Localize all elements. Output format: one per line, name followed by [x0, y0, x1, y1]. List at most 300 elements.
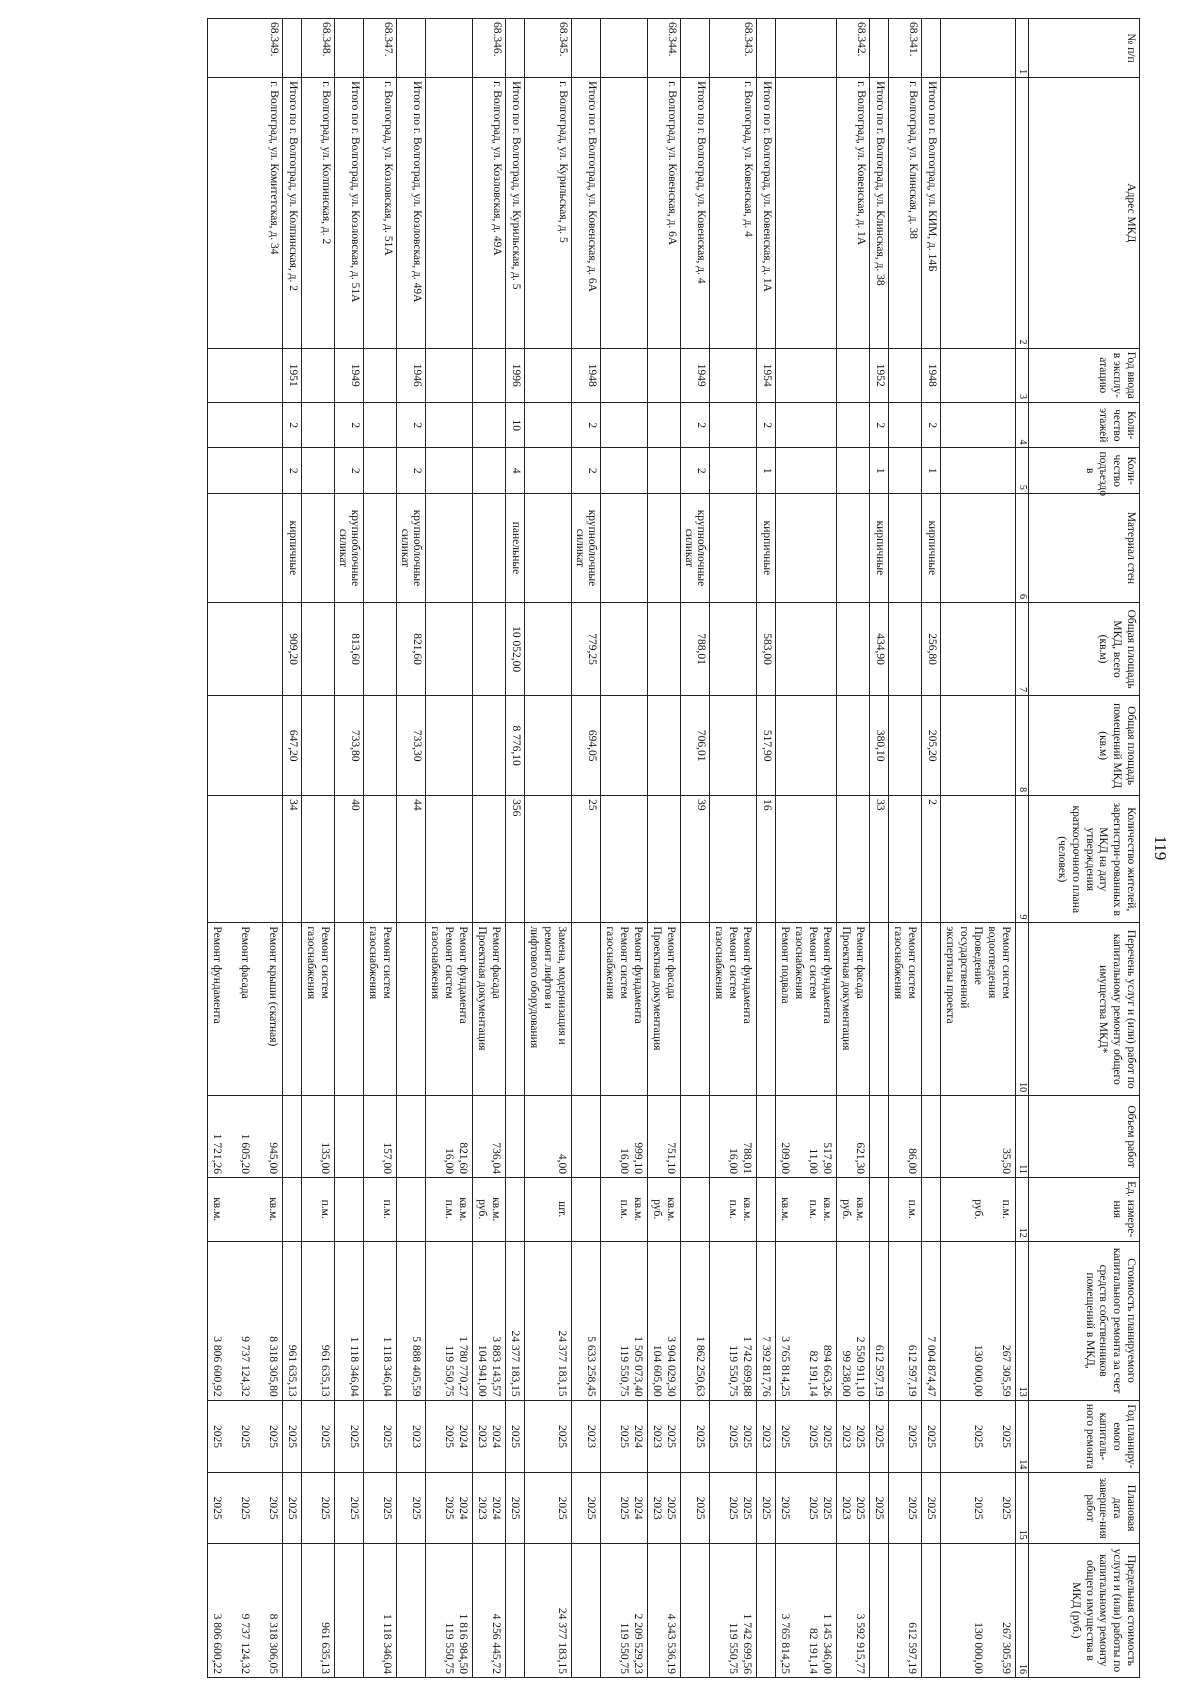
- work-item-line: газоснабжения: [305, 926, 317, 1000]
- work-volume: [776, 1096, 837, 1178]
- work-volume-line: 16,00: [443, 1148, 455, 1174]
- completion-date: [525, 1473, 572, 1543]
- premises-area: 733,80: [335, 696, 364, 796]
- completion-date-line: 2025: [286, 1496, 298, 1520]
- repair-cost-line: 894 663,26: [821, 1344, 833, 1397]
- repair-cost-line: 5 888 405,59: [410, 1336, 422, 1397]
- wall-material: [889, 493, 922, 602]
- work-volume: [572, 1096, 601, 1178]
- residents-count: 40: [335, 796, 364, 923]
- total-area: [710, 603, 757, 696]
- planned-year-line: 2025: [348, 1425, 360, 1448]
- planned-year-line: 2025: [741, 1425, 753, 1448]
- unit-line: [224, 1181, 238, 1238]
- row-number: [426, 19, 473, 78]
- unit: [302, 1177, 335, 1241]
- limit-cost-line: 3 592 915,77: [854, 1613, 866, 1674]
- address: Итого по г. Волгоград, ул. КИМ, д. 14Б: [922, 78, 941, 348]
- work-volume: [601, 1096, 648, 1178]
- work-item: [335, 923, 364, 1096]
- planned-year-line: 2025: [925, 1425, 937, 1448]
- limit-cost: [922, 1543, 941, 1677]
- limit-cost-line: 9 737 124,32: [239, 1613, 251, 1674]
- limit-cost-line: 24 377 183,15: [556, 1607, 568, 1674]
- work-item: [426, 923, 473, 1096]
- entrance-count: [776, 448, 837, 493]
- repair-cost-line: 612 597,19: [873, 1344, 885, 1397]
- work-item-line: Ремонт фасада: [854, 926, 866, 999]
- total-area: [776, 603, 837, 696]
- column-header-12: Ед. измере-ния: [1029, 1177, 1140, 1241]
- completion-date: [572, 1473, 601, 1543]
- work-volume: [922, 1096, 941, 1178]
- completion-date-line: [252, 1476, 266, 1539]
- unit-line: кв.м.: [741, 1197, 753, 1222]
- address: Итого по г. Волгоград, ул. Курильская, д. 5: [506, 78, 525, 348]
- planned-year-line: [891, 1404, 905, 1470]
- work-item: [889, 923, 922, 1096]
- planned-year-line: 2025: [727, 1425, 739, 1448]
- planned-year: [870, 1400, 889, 1473]
- completion-date-line: [224, 1476, 238, 1539]
- limit-cost: [506, 1543, 525, 1677]
- planned-year-line: 2025: [1000, 1425, 1012, 1448]
- address: Итого по г. Волгоград, ул. Клинская, д. 38: [870, 78, 889, 348]
- work-volume-line: 16,00: [618, 1148, 630, 1174]
- table-row: [837, 19, 870, 1678]
- limit-cost-line: [759, 1547, 773, 1674]
- column-number: 13: [1016, 1241, 1029, 1400]
- work-item-line: Замена, модернизация и: [556, 926, 568, 1045]
- work-item: [473, 923, 506, 1096]
- repair-cost-line: 961 635,13: [286, 1344, 298, 1397]
- commission-year: [601, 348, 648, 403]
- completion-date-line: [527, 1476, 541, 1539]
- repair-cost-line: 1 742 699,88: [741, 1336, 753, 1397]
- planned-year-line: 2025: [239, 1425, 251, 1448]
- work-item-line: государственной: [958, 926, 970, 1009]
- entrance-count: 2: [681, 448, 710, 493]
- work-volume: [941, 1096, 1016, 1178]
- entrance-count: [473, 448, 506, 493]
- row-number: [283, 19, 302, 78]
- limit-cost: [572, 1543, 601, 1677]
- commission-year: [473, 348, 506, 403]
- limit-cost-line: [224, 1547, 238, 1674]
- total-area: [426, 603, 473, 696]
- total-area: 821,60: [397, 603, 426, 696]
- completion-date-line: [792, 1476, 806, 1539]
- residents-count: [648, 796, 681, 923]
- limit-cost-line: [527, 1547, 541, 1674]
- limit-cost-line: [650, 1547, 664, 1674]
- work-item-line: Ремонт систем: [807, 926, 819, 999]
- limit-cost: [837, 1543, 870, 1677]
- column-number: 14: [1016, 1400, 1029, 1473]
- work-item-line: Ремонт систем: [618, 926, 630, 999]
- table-row: [506, 19, 525, 1678]
- planned-year: [776, 1400, 837, 1473]
- work-item: [757, 923, 776, 1096]
- unit-line: п.м.: [319, 1199, 331, 1219]
- work-item: [837, 923, 870, 1096]
- repair-cost: [364, 1241, 397, 1400]
- completion-date-line: 2025: [906, 1496, 918, 1520]
- floor-count: 10: [506, 403, 525, 448]
- total-area: [473, 603, 506, 696]
- work-item-line: Ремонт систем: [381, 926, 393, 999]
- planned-year: [426, 1400, 473, 1473]
- completion-date: [837, 1473, 870, 1543]
- address: Итого по г. Волгоград, ул. Ковенская, д. 6А: [572, 78, 601, 348]
- planned-year-line: [527, 1404, 541, 1470]
- completion-date: [302, 1473, 335, 1543]
- header-row: [1029, 19, 1140, 1678]
- work-item: [302, 923, 335, 1096]
- commission-year: [710, 348, 757, 403]
- unit-line: п.м.: [381, 1199, 393, 1219]
- total-area: [525, 603, 572, 696]
- entrance-count: 2: [283, 448, 302, 493]
- unit-line: кв.м.: [267, 1197, 279, 1222]
- address: г. Волгоград, ул. Комитетская, д. 34: [208, 78, 283, 348]
- unit: [364, 1177, 397, 1241]
- wall-material: [710, 493, 757, 602]
- premises-area: 733,30: [397, 696, 426, 796]
- table-row: [941, 19, 1016, 1678]
- row-number: 68.348.: [302, 19, 335, 78]
- completion-date-line: 2025: [348, 1496, 360, 1520]
- table-row: [283, 19, 302, 1678]
- floor-count: [837, 403, 870, 448]
- unit-line: руб.: [840, 1199, 852, 1220]
- floor-count: [776, 403, 837, 448]
- total-area: [889, 603, 922, 696]
- limit-cost-line: 612 597,19: [906, 1622, 918, 1674]
- column-number: 1: [1016, 19, 1029, 78]
- commission-year: [941, 348, 1016, 403]
- residents-count: [941, 796, 1016, 923]
- column-header-16: Предельная стоимость услуги и (или) работы по капитальному ремонту общего имущества в МКД (руб.): [1029, 1543, 1140, 1677]
- table-row: [710, 19, 757, 1678]
- work-volume-line: 209,00: [779, 1142, 791, 1174]
- work-item-line: Ремонт систем: [319, 926, 331, 999]
- commission-year: 1948: [922, 348, 941, 403]
- work-item-line: лифтового оборудования: [528, 926, 540, 1049]
- commission-year: [525, 348, 572, 403]
- repair-cost: [208, 1241, 283, 1400]
- row-number: [922, 19, 941, 78]
- unit: [601, 1177, 648, 1241]
- table-row: [426, 19, 473, 1678]
- total-area: [208, 603, 283, 696]
- premises-area: 706,01: [681, 696, 710, 796]
- unit-line: [252, 1181, 266, 1238]
- limit-cost-line: 130 000,00: [972, 1622, 984, 1674]
- unit-line: [603, 1181, 617, 1238]
- address: г. Волгоград, ул. Клинская, д. 38: [889, 78, 922, 348]
- planned-year-line: 2025: [319, 1425, 331, 1448]
- planned-year-line: 2025: [211, 1425, 223, 1448]
- planned-year-line: 2023: [651, 1425, 663, 1448]
- work-item: [397, 923, 426, 1096]
- work-volume-line: 157,00: [381, 1142, 393, 1174]
- planned-year: [710, 1400, 757, 1473]
- completion-date: [364, 1473, 397, 1543]
- work-item-line: Ремонт фасада: [490, 926, 502, 999]
- completion-date: [601, 1473, 648, 1543]
- limit-cost-line: 2 209 529,23: [632, 1613, 644, 1674]
- work-volume: [426, 1096, 473, 1178]
- wall-material: [837, 493, 870, 602]
- work-volume-line: 751,10: [665, 1142, 677, 1174]
- work-volume-line: 821,60: [457, 1142, 469, 1174]
- table-row: [601, 19, 648, 1678]
- unit-line: [428, 1181, 442, 1238]
- residents-count: [208, 796, 283, 923]
- limit-cost-line: [285, 1547, 299, 1674]
- repair-cost-line: 612 597,19: [906, 1344, 918, 1397]
- residents-count: 34: [283, 796, 302, 923]
- planned-year-line: 2023: [840, 1425, 852, 1448]
- limit-cost-line: 3 765 814,25: [779, 1613, 791, 1674]
- repair-cost-line: 961 635,13: [319, 1344, 331, 1397]
- column-number: 4: [1016, 403, 1029, 448]
- work-item: [681, 923, 710, 1096]
- work-item-line: [224, 926, 238, 1092]
- limit-cost: [648, 1543, 681, 1677]
- work-item-line: газоснабжения: [604, 926, 616, 1000]
- column-number: 3: [1016, 348, 1029, 403]
- unit: [889, 1177, 922, 1241]
- row-number: 68.345.: [525, 19, 572, 78]
- work-item: [283, 923, 302, 1096]
- work-volume: [648, 1096, 681, 1178]
- limit-cost-line: [409, 1547, 423, 1674]
- entrance-count: 2: [397, 448, 426, 493]
- repair-cost-line: 104 605,00: [651, 1344, 663, 1397]
- unit-line: [304, 1181, 318, 1238]
- planned-year-line: [541, 1404, 555, 1470]
- column-number: 11: [1016, 1096, 1029, 1178]
- limit-cost: [364, 1543, 397, 1677]
- repair-cost-line: [252, 1245, 266, 1397]
- work-item: [922, 923, 941, 1096]
- completion-date-line: 2025: [665, 1496, 677, 1520]
- work-volume-line: [891, 1099, 905, 1174]
- work-item-line: газоснабжения: [367, 926, 379, 1000]
- limit-cost-line: [712, 1547, 726, 1674]
- row-number: 68.346.: [473, 19, 506, 78]
- completion-date-line: 2025: [267, 1496, 279, 1520]
- work-volume-line: [839, 1099, 853, 1174]
- table-row: [364, 19, 397, 1678]
- repair-cost: [776, 1241, 837, 1400]
- unit-line: п.м.: [443, 1199, 455, 1219]
- address: [426, 78, 473, 348]
- residents-count: [364, 796, 397, 923]
- repair-cost-line: 3 765 814,25: [779, 1336, 791, 1397]
- work-volume-line: [527, 1099, 541, 1174]
- completion-date-line: 2025: [319, 1496, 331, 1520]
- residents-count: 25: [572, 796, 601, 923]
- unit: [283, 1177, 302, 1241]
- entrance-count: 1: [922, 448, 941, 493]
- repair-cost: [870, 1241, 889, 1400]
- limit-cost: [335, 1543, 364, 1677]
- planned-year-line: 2025: [779, 1425, 791, 1448]
- table-row: [302, 19, 335, 1678]
- entrance-count: [889, 448, 922, 493]
- floor-count: 2: [922, 403, 941, 448]
- completion-date-line: 2025: [779, 1496, 791, 1520]
- work-item: [506, 923, 525, 1096]
- unit-line: [792, 1181, 806, 1238]
- total-area: 434,90: [870, 603, 889, 696]
- repair-cost-line: [527, 1245, 541, 1397]
- limit-cost: [681, 1543, 710, 1677]
- completion-date-line: 2025: [556, 1496, 568, 1520]
- planned-year: [889, 1400, 922, 1473]
- repair-cost-line: 130 000,00: [972, 1344, 984, 1397]
- column-header-4: Коли-чество этажей: [1029, 403, 1140, 448]
- work-volume: [870, 1096, 889, 1178]
- work-volume-line: 945,00: [267, 1142, 279, 1174]
- planned-year: [335, 1400, 364, 1473]
- planned-year-line: 2025: [821, 1425, 833, 1448]
- entrance-count: [941, 448, 1016, 493]
- column-header-8: Общая площадь помещений МКД (кв.м): [1029, 696, 1140, 796]
- completion-date-line: [891, 1476, 905, 1539]
- commission-year: 1954: [757, 348, 776, 403]
- work-item: [870, 923, 889, 1096]
- planned-year-line: 2024: [632, 1425, 644, 1448]
- premises-area: [941, 696, 1016, 796]
- repair-plan-table: [207, 18, 1140, 1678]
- floor-count: [208, 403, 283, 448]
- planned-year-line: 2025: [807, 1425, 819, 1448]
- completion-date-line: 2025: [211, 1496, 223, 1520]
- residents-count: 33: [870, 796, 889, 923]
- address: г. Волгоград, ул. Козловская, д. 51А: [364, 78, 397, 348]
- floor-count: [941, 403, 1016, 448]
- work-volume-line: [304, 1099, 318, 1174]
- work-item-line: Ремонт фундамента: [457, 926, 469, 1024]
- planned-year-line: 2025: [972, 1425, 984, 1448]
- unit: [335, 1177, 364, 1241]
- unit-line: [712, 1181, 726, 1238]
- work-volume-line: [712, 1099, 726, 1174]
- limit-cost: [208, 1543, 283, 1677]
- repair-cost-line: 1 862 250,63: [694, 1336, 706, 1397]
- table-row: [572, 19, 601, 1678]
- planned-year-line: 2023: [585, 1425, 597, 1448]
- table-row: [525, 19, 572, 1678]
- completion-date-line: 2024: [632, 1496, 644, 1520]
- entrance-count: 1: [757, 448, 776, 493]
- limit-cost-line: 1 816 984,50: [457, 1613, 469, 1674]
- commission-year: [776, 348, 837, 403]
- address: Итого по г. Волгоград, ул. Ковенская, д. 4: [681, 78, 710, 348]
- premises-area: [302, 696, 335, 796]
- row-number: [870, 19, 889, 78]
- planned-year-line: 2025: [381, 1425, 393, 1448]
- repair-cost-line: [792, 1245, 806, 1397]
- completion-date-line: [603, 1476, 617, 1539]
- address: г. Волгоград, ул. Курильская, д. 5: [525, 78, 572, 348]
- table-row: [922, 19, 941, 1678]
- limit-cost: [710, 1543, 757, 1677]
- premises-area: [364, 696, 397, 796]
- completion-date-line: [428, 1476, 442, 1539]
- address: г. Волгоград, ул. Ковенская, д. 1А: [837, 78, 870, 348]
- limit-cost-line: 4 343 536,19: [665, 1613, 677, 1674]
- planned-year-line: 2025: [267, 1425, 279, 1448]
- column-number: 2: [1016, 78, 1029, 348]
- planned-year: [473, 1400, 506, 1473]
- repair-cost-line: [541, 1245, 555, 1397]
- table-body: [208, 19, 1016, 1678]
- work-item-line: Ремонт подвала: [779, 926, 791, 1004]
- address: Итого по г. Волгоград, ул. Козловская, д. 49А: [397, 78, 426, 348]
- wall-material: кирпичные: [922, 493, 941, 602]
- residents-count: 44: [397, 796, 426, 923]
- completion-date-line: 2025: [727, 1496, 739, 1520]
- address: г. Волгоград, ул. Колпинская, д. 2: [302, 78, 335, 348]
- total-area: 583,00: [757, 603, 776, 696]
- limit-cost-line: [475, 1547, 489, 1674]
- planned-year: [208, 1400, 283, 1473]
- planned-year: [922, 1400, 941, 1473]
- unit: [648, 1177, 681, 1241]
- residents-count: [426, 796, 473, 923]
- wall-material: крупноблочные силикат: [681, 493, 710, 602]
- repair-cost-line: [366, 1245, 380, 1397]
- floor-count: [525, 403, 572, 448]
- work-volume-line: [366, 1099, 380, 1174]
- row-number: 68.344.: [648, 19, 681, 78]
- limit-cost-line: [584, 1547, 598, 1674]
- planned-year: [364, 1400, 397, 1473]
- column-header-13: Стоимость планируемого капитального ремонта за счет средств собственников помещений в МКД,: [1029, 1241, 1140, 1400]
- wall-material: [941, 493, 1016, 602]
- unit: [837, 1177, 870, 1241]
- repair-cost-line: [891, 1245, 905, 1397]
- address: Итого по г. Волгоград, ул. Ковенская, д. 1А: [757, 78, 776, 348]
- completion-date-line: 2023: [651, 1496, 663, 1520]
- address: г. Волгоград, ул. Козловская, д. 49А: [473, 78, 506, 348]
- work-volume: [837, 1096, 870, 1178]
- work-item-line: Проектная документация: [840, 926, 852, 1051]
- column-number: 8: [1016, 696, 1029, 796]
- column-number: 6: [1016, 493, 1029, 602]
- residents-count: [525, 796, 572, 923]
- completion-date-line: 2023: [840, 1496, 852, 1520]
- completion-date-line: 2024: [490, 1496, 502, 1520]
- work-volume-line: 11,00: [807, 1148, 819, 1174]
- work-volume: [473, 1096, 506, 1178]
- address: Итого по г. Волгоград, ул. Козловская, д. 51А: [335, 78, 364, 348]
- floor-count: 2: [757, 403, 776, 448]
- repair-cost-line: [712, 1245, 726, 1397]
- completion-date-line: 2025: [741, 1496, 753, 1520]
- column-number: 10: [1016, 923, 1029, 1096]
- table-row: [648, 19, 681, 1678]
- premises-area: 647,20: [283, 696, 302, 796]
- repair-cost-line: [603, 1245, 617, 1397]
- commission-year: 1948: [572, 348, 601, 403]
- limit-cost-line: 119 550,75: [727, 1622, 739, 1674]
